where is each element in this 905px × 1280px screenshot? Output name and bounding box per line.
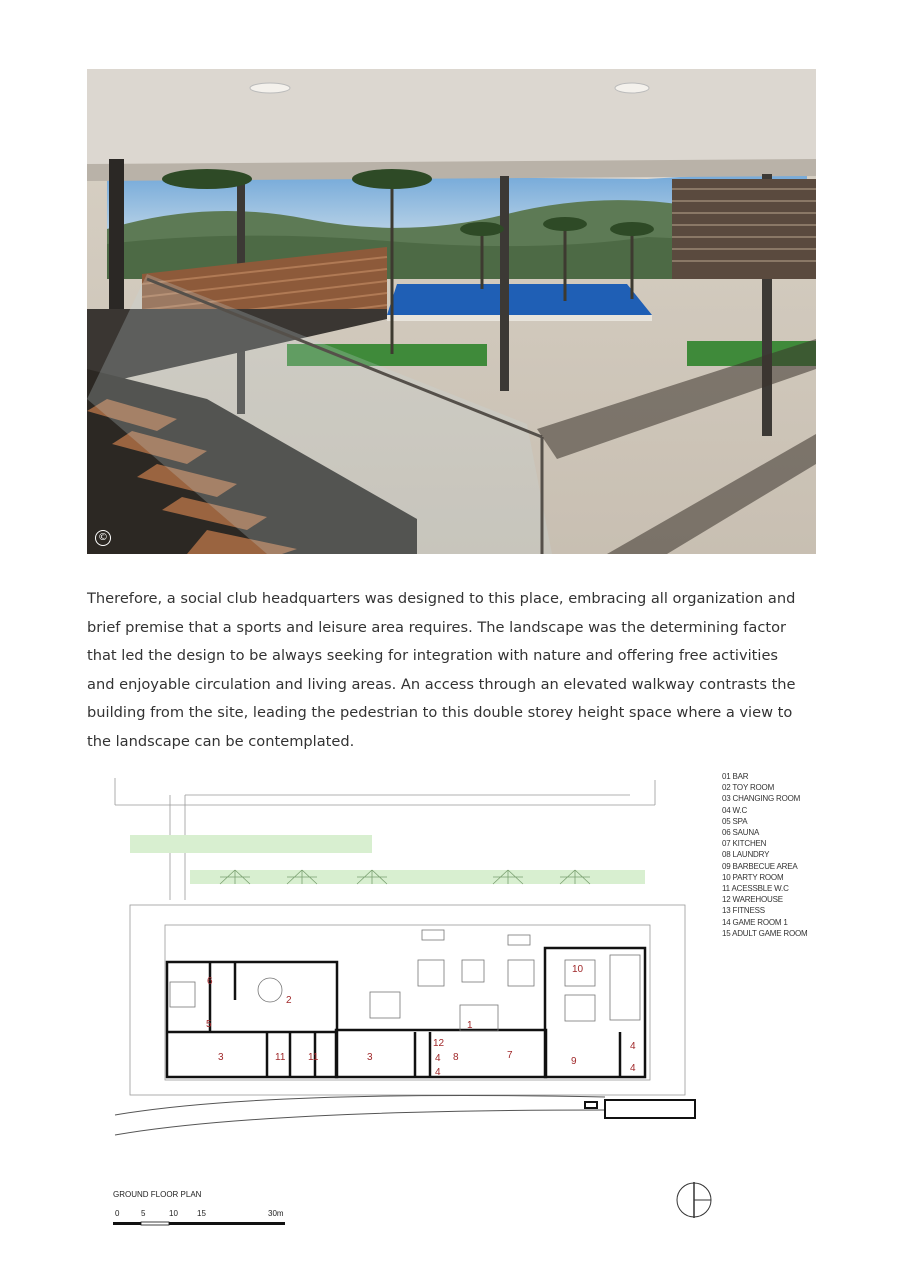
- legend-item: 09 BARBECUE AREA: [722, 861, 798, 871]
- legend-item: 01 BAR: [722, 772, 749, 781]
- architecture-photo: [87, 69, 816, 554]
- scale-label: 15: [197, 1209, 206, 1218]
- ground-floor-plan-drawing: [110, 770, 710, 1140]
- legend-item: 04 W.C: [722, 805, 748, 815]
- plan-legend: [722, 771, 807, 939]
- svg-text:2: 2: [286, 995, 292, 1006]
- legend-item: 06 SAUNA: [722, 828, 760, 838]
- svg-text:3: 3: [218, 1052, 224, 1063]
- plan-title: GROUND FLOOR PLAN: [113, 1190, 202, 1199]
- svg-text:4: 4: [630, 1063, 636, 1074]
- scale-label: 5: [141, 1209, 146, 1218]
- north-arrow-icon: [674, 1180, 714, 1220]
- svg-text:12: 12: [433, 1038, 445, 1049]
- svg-text:7: 7: [507, 1050, 513, 1061]
- svg-text:4: 4: [435, 1053, 441, 1064]
- svg-text:6: 6: [207, 976, 213, 987]
- scale-label: 10: [169, 1209, 178, 1218]
- legend-item: 14 GAME ROOM 1: [722, 917, 788, 927]
- photo-illustration: [87, 69, 816, 554]
- svg-text:4: 4: [435, 1067, 441, 1078]
- lawn-strip: [130, 835, 372, 853]
- svg-text:3: 3: [367, 1052, 373, 1063]
- scale-bar: [113, 1221, 288, 1229]
- svg-text:5: 5: [206, 1019, 212, 1030]
- legend-item: 11 ACESSBLE W.C: [722, 884, 789, 894]
- legend-item: 10 PARTY ROOM: [722, 872, 784, 882]
- legend-item: 07 KITCHEN: [722, 839, 767, 849]
- svg-text:10: 10: [572, 964, 584, 975]
- legend-item: 02 TOY ROOM: [722, 783, 775, 793]
- legend-item: 08 LAUNDRY: [722, 850, 770, 860]
- scale-label: 0: [115, 1209, 120, 1218]
- legend-item: 13 FITNESS: [722, 906, 765, 916]
- svg-text:11: 11: [275, 1052, 286, 1063]
- svg-text:4: 4: [630, 1041, 636, 1052]
- legend-item: 03 CHANGING ROOM: [722, 794, 801, 804]
- scale-label: 30m: [268, 1209, 284, 1218]
- copyright-icon: ©: [95, 530, 111, 546]
- svg-text:1: 1: [467, 1020, 473, 1031]
- body-paragraph: Therefore, a social club headquarters was designed to this place, embracing all organization and brief premise that a sports and leisure area requires. The landscape was the determining factor that led the design to be always seeking for integration with nature and offering free activities and enjoyable circulation and living areas. An access through an elevated walkway contrasts the building from the site, leading the pedestrian to this double storey height space where a view to the landscape can be contemplated.: [87, 590, 796, 750]
- svg-text:8: 8: [453, 1052, 459, 1063]
- legend-item: 05 SPA: [722, 816, 748, 826]
- legend-item: 15 ADULT GAME ROOM: [722, 928, 808, 938]
- svg-text:9: 9: [571, 1056, 577, 1067]
- svg-text:11: 11: [308, 1052, 319, 1063]
- legend-item: 12 WAREHOUSE: [722, 895, 783, 905]
